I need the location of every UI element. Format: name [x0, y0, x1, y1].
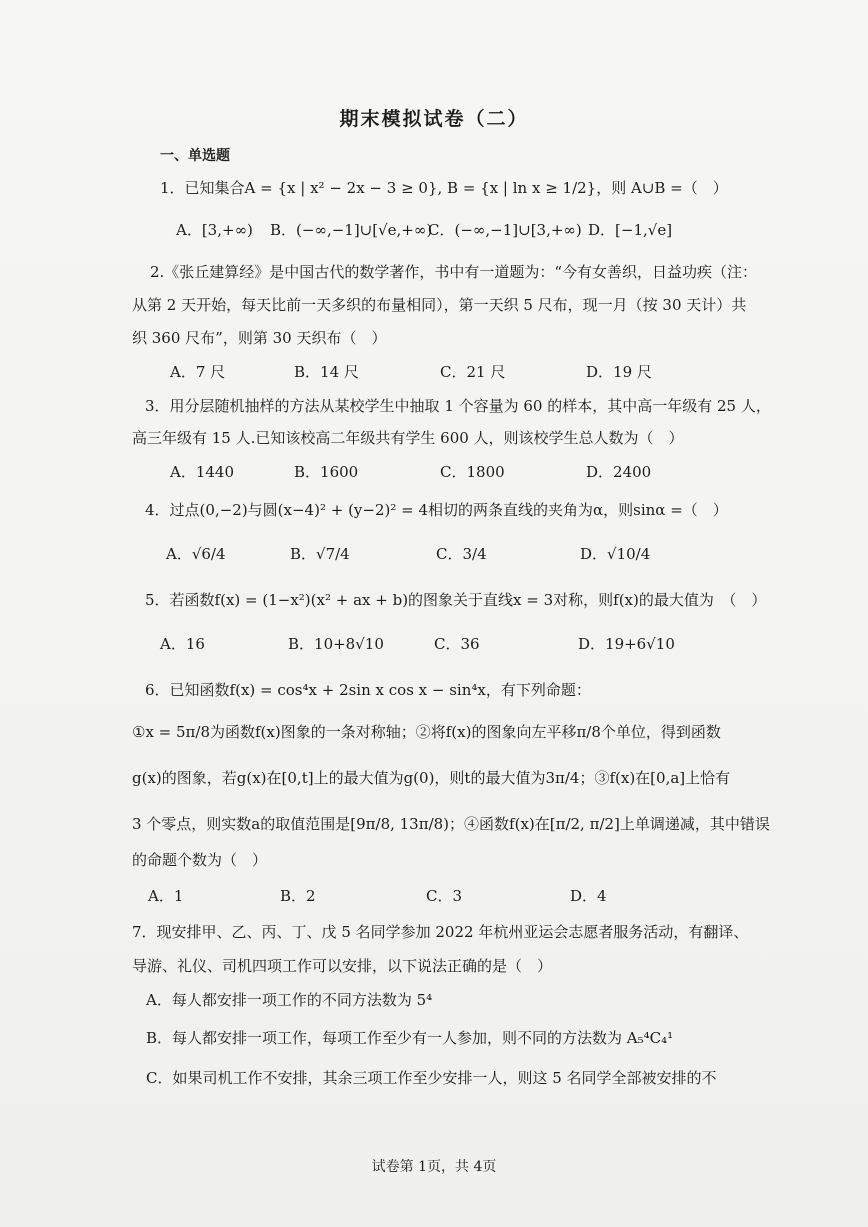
q6-line-5: 的命题个数为（ ）: [132, 851, 268, 869]
q7-line-2: 导游、礼仪、司机四项工作可以安排，以下说法正确的是（ ）: [132, 957, 553, 975]
q2-line-3: 织 360 尺布”，则第 30 天织布（ ）: [132, 329, 387, 347]
q2-option-d: D．19 尺: [586, 363, 652, 381]
q2-line-1: 2.《张丘建算经》是中国古代的数学著作，书中有一道题为：“今有女善织，日益功疾（注：: [150, 263, 757, 281]
q3-option-b: B．1600: [294, 463, 359, 481]
q2-option-a: A．7 尺: [170, 363, 226, 381]
q7-option-c: C．如果司机工作不安排，其余三项工作至少安排一人，则这 5 名同学全部被安排的不: [146, 1069, 717, 1087]
q5-stem: 5．若函数f(x) = (1−x²)(x² + ax + b)的图象关于直线x = 3对称，则f(x)的最大值为 （ ）: [145, 591, 767, 609]
q5-option-b: B．10+8√10: [288, 635, 384, 653]
q3-line-2: 高三年级有 15 人.已知该校高二年级共有学生 600 人，则该校学生总人数为（ ）: [132, 429, 684, 447]
q4-option-b: B．√7/4: [290, 545, 350, 563]
q3-line-1: 3．用分层随机抽样的方法从某校学生中抽取 1 个容量为 60 的样本，其中高一年级有 25 人，: [145, 397, 771, 415]
q7-option-a: A．每人都安排一项工作的不同方法数为 5⁴: [146, 991, 433, 1009]
exam-title: 期末模拟试卷（二）: [339, 108, 529, 130]
page-footer: 试卷第 1页，共 4页: [371, 1159, 497, 1175]
q7-line-1: 7．现安排甲、乙、丙、丁、戊 5 名同学参加 2022 年杭州亚运会志愿者服务活动，有翻译、: [132, 923, 749, 941]
q4-option-c: C．3/4: [436, 545, 487, 563]
q2-line-2: 从第 2 天开始，每天比前一天多织的布量相同），第一天织 5 尺布，现一月（按 30 天计）共: [132, 296, 747, 314]
q6-line-1: 6．已知函数f(x) = cos⁴x + 2sin x cos x − sin⁴x，有下列命题：: [145, 681, 591, 699]
q7-option-b: B．每人都安排一项工作，每项工作至少有一人参加，则不同的方法数为 A₅⁴C₄¹: [146, 1029, 674, 1047]
q6-option-c: C．3: [426, 887, 463, 905]
q4-option-d: D．√10/4: [580, 545, 651, 563]
q3-option-c: C．1800: [440, 463, 505, 481]
q5-option-a: A．16: [160, 635, 205, 653]
q6-option-d: D．4: [570, 887, 607, 905]
q2-option-b: B．14 尺: [294, 363, 359, 381]
q2-option-c: C．21 尺: [440, 363, 506, 381]
q4-stem: 4．过点(0,−2)与圆(x−4)² + (y−2)² = 4相切的两条直线的夹角为α，则sinα =（ ）: [145, 501, 728, 519]
q4-option-a: A．√6/4: [166, 545, 226, 563]
q3-option-d: D．2400: [586, 463, 652, 481]
q1-option-a: A．[3,+∞): [176, 221, 253, 239]
q1-option-d: D．[−1,√e]: [588, 221, 673, 239]
q5-option-d: D．19+6√10: [578, 635, 675, 653]
q1-stem: 1．已知集合A = {x | x² − 2x − 3 ≥ 0}, B = {x | ln x ≥ 1/2}，则 A∪B =（ ）: [160, 179, 728, 197]
q6-line-3: g(x)的图象，若g(x)在[0,t]上的最大值为g(0)，则t的最大值为3π/4；③f(x)在[0,a]上恰有: [132, 769, 731, 787]
q5-option-c: C．36: [434, 635, 480, 653]
q6-line-2: ①x = 5π/8为函数f(x)图象的一条对称轴；②将f(x)的图象向左平移π/8个单位，得到函数: [132, 723, 721, 741]
q6-option-b: B．2: [280, 887, 316, 905]
q1-option-c: C．(−∞,−1]∪[3,+∞): [428, 221, 582, 239]
q3-option-a: A．1440: [170, 463, 235, 481]
q6-option-a: A．1: [148, 887, 184, 905]
q6-line-4: 3 个零点，则实数a的取值范围是[9π/8, 13π/8)；④函数f(x)在[π/2, π/2]上单调递减，其中错误: [132, 815, 770, 833]
q1-option-b: B．(−∞,−1]∪[√e,+∞): [270, 221, 433, 239]
section-heading: 一、单选题: [160, 148, 230, 164]
